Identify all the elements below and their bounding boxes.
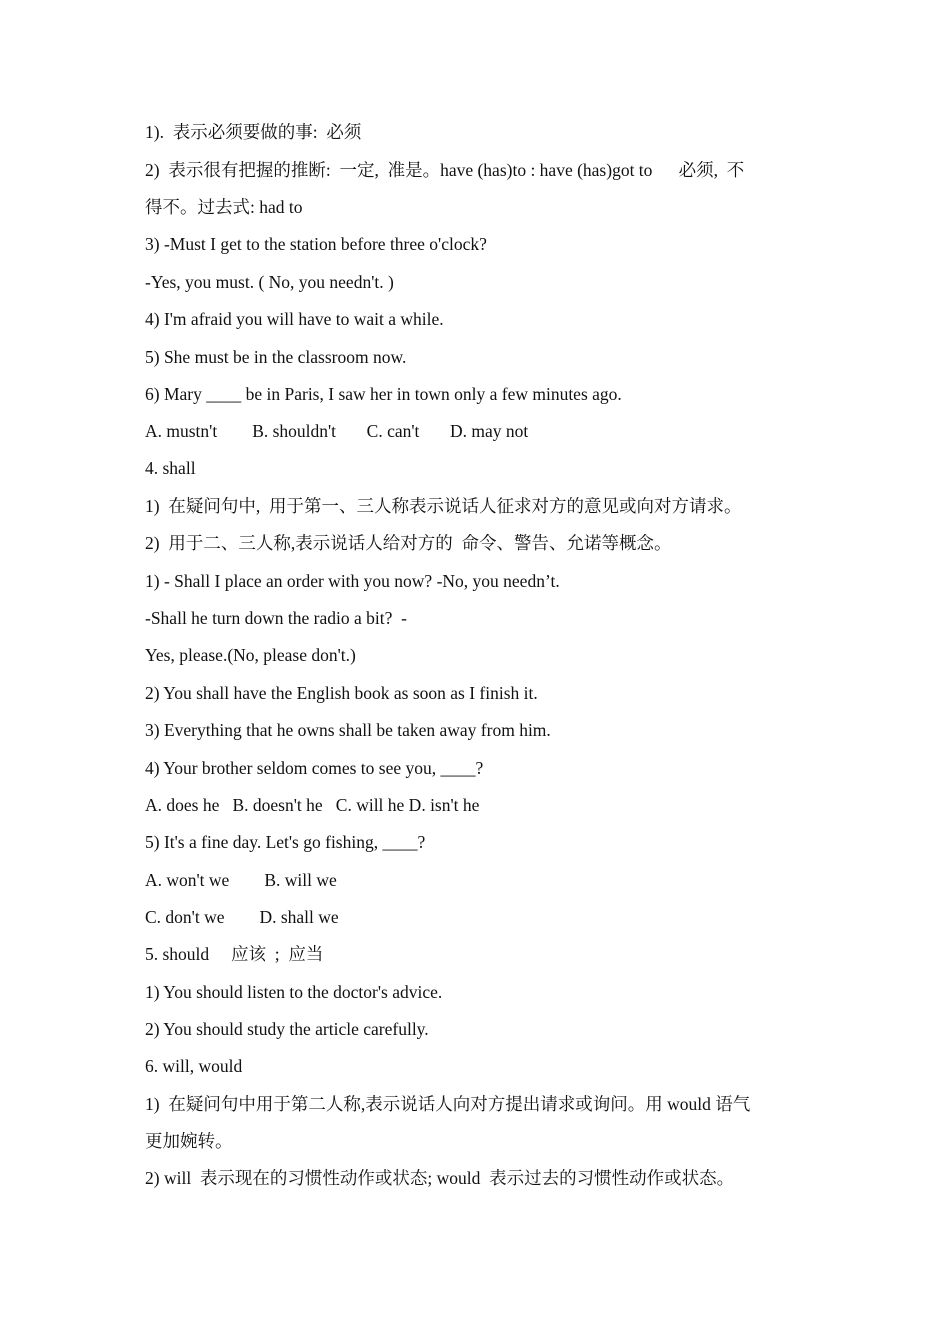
text-line: 2) 表示很有把握的推断: 一定, 准是。have (has)to : have (has)got to 必须, 不 — [145, 160, 745, 180]
text-line: 2) You should study the article carefully. — [145, 1019, 429, 1039]
text-line: 4. shall — [145, 458, 196, 478]
text-line: A. mustn't B. shouldn't C. can't D. may not — [145, 421, 529, 441]
text-line: 2) will 表示现在的习惯性动作或状态; would 表示过去的习惯性动作或状态。 — [145, 1168, 735, 1188]
text-line: A. won't we B. will we — [145, 870, 337, 890]
text-line: A. does he B. doesn't he C. will he D. isn't he — [145, 795, 480, 815]
text-line: 更加婉转。 — [145, 1131, 233, 1151]
text-line: 4) Your brother seldom comes to see you, ____? — [145, 758, 484, 778]
text-line: 5) It's a fine day. Let's go fishing, ____? — [145, 832, 426, 852]
text-line: 2) You shall have the English book as soon as I finish it. — [145, 683, 538, 703]
text-line: 3) -Must I get to the station before three o'clock? — [145, 234, 487, 254]
text-line: 1). 表示必须要做的事: 必须 — [145, 122, 362, 142]
text-line: -Yes, you must. ( No, you needn't. ) — [145, 272, 394, 292]
text-line: 1) 在疑问句中, 用于第一、三人称表示说话人征求对方的意见或向对方请求。 — [145, 496, 742, 516]
text-line: 6. will, would — [145, 1056, 243, 1076]
text-line: C. don't we D. shall we — [145, 907, 339, 927]
text-line: 5) She must be in the classroom now. — [145, 347, 407, 367]
text-line: Yes, please.(No, please don't.) — [145, 645, 356, 665]
text-line: 2) 用于二、三人称,表示说话人给对方的 命令、警告、允诺等概念。 — [145, 533, 672, 553]
text-line: 1) 在疑问句中用于第二人称,表示说话人向对方提出请求或询问。用 would 语气 — [145, 1094, 751, 1114]
text-line: 3) Everything that he owns shall be taken away from him. — [145, 720, 551, 740]
text-line: 5. should 应该 ; 应当 — [145, 944, 324, 964]
text-line: 得不。过去式: had to — [145, 197, 303, 217]
text-line: -Shall he turn down the radio a bit? - — [145, 608, 407, 628]
text-line: 1) - Shall I place an order with you now? -No, you needn’t. — [145, 571, 560, 591]
text-line: 6) Mary ____ be in Paris, I saw her in town only a few minutes ago. — [145, 384, 622, 404]
text-line: 1) You should listen to the doctor's advice. — [145, 982, 443, 1002]
text-line: 4) I'm afraid you will have to wait a while. — [145, 309, 444, 329]
